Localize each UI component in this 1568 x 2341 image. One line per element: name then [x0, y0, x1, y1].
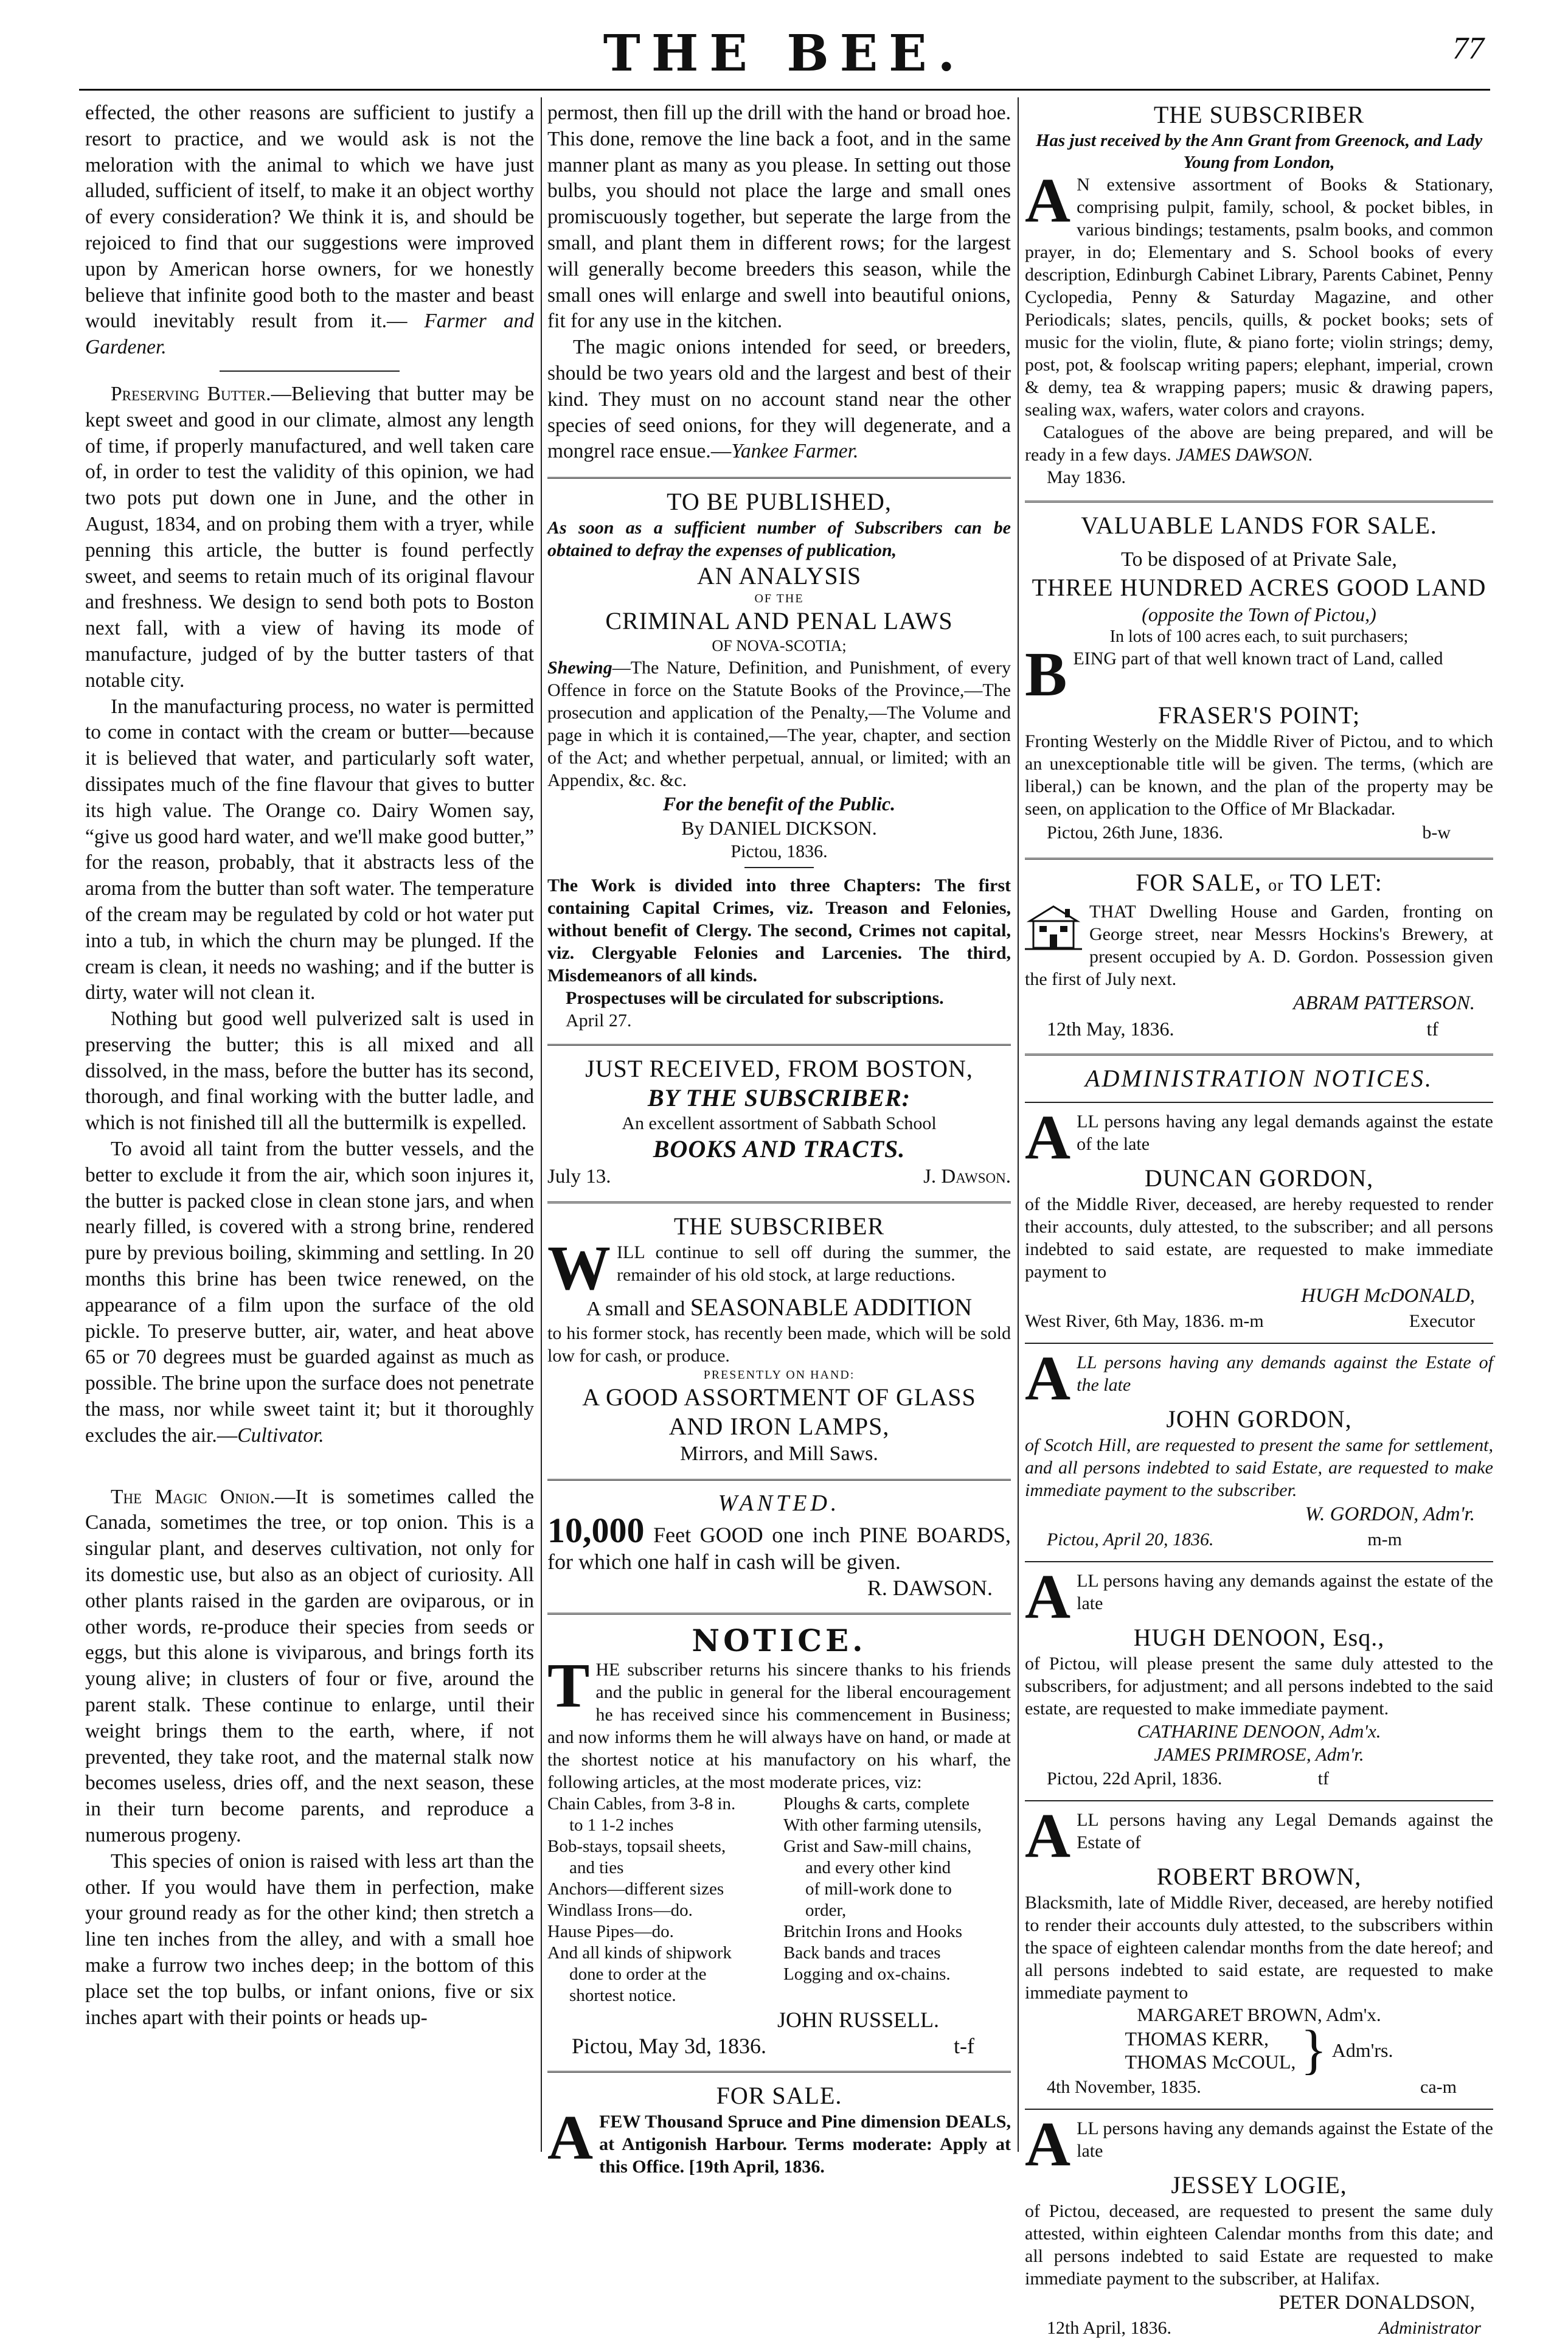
ad-body: of Pictou, will please present the same duly attested to the subscribers, for adjustment; and all persons indebted to the said estate, are requested to make immediate payment. — [1025, 1654, 1493, 1719]
article-list-item: Grist and Saw-mill chains, — [783, 1837, 972, 1857]
ad-body: EING part of that well known tract of Land, called — [1073, 649, 1443, 669]
butter-article-p2: In the manufacturing process, no water is permitted to come in contact with the cream or butter—because it is believed that water, and particularly soft water, dissipates much of the fine flavour that gives to butter its high value. The Orange co. Dairy Women say, “give us good hard water, and we'll make good butter,” for the reason, probably, that it abstracts less of the aroma from the butter than soft water. The temperature of the cream may be regulated by cold or hot water put into a tub, in which the churn may be plunged. If the cream is clean, it needs no washing; and if the butter is dirty, water will not clean it. — [85, 695, 534, 1004]
ad-small-caps: OF THE — [754, 592, 804, 606]
ad-text — [1025, 2109, 1493, 2179]
onion-text: The magic onions intended for seed, or breeders, should be two years old and the largest and best of their kind. They must on no account stand near the other species of seed onions, for they will degenerate, and a mongrel race ensue.— — [547, 336, 1011, 463]
ad-body: of Scotch Hill, are requested to present the same for settlement, and all persons indebted to said Estate, are requested to make immediate payment to the subscriber. — [1025, 1435, 1493, 1500]
notice-jessey-logie — [1025, 2109, 1493, 2341]
ad-title-part: FOR SALE, — [1136, 869, 1262, 896]
section-rule — [1025, 1800, 1493, 1801]
subscriber-ad — [547, 1212, 1011, 1467]
article-list-item: Logging and ox-chains. — [783, 1964, 951, 1984]
ad-footer — [1025, 1527, 1493, 1553]
ad-footer — [547, 1164, 1011, 1189]
wanted-quantity: 10,000 — [547, 1511, 645, 1551]
ad-text: To be disposed of at Private Sale, — [1121, 548, 1397, 571]
ad-subtitle: As soon as a sufficient number of Subscribers can be obtained to defray the expenses of publication, — [547, 518, 1011, 561]
ad-date: 12th May, 1836. — [1047, 1018, 1174, 1040]
to-be-published-ad — [547, 487, 1011, 1032]
section-rule — [547, 1202, 1011, 1203]
column-3 — [1025, 100, 1493, 2338]
ad-label: Shewing — [547, 658, 612, 678]
ad-body: of Pictou, deceased, are requested to present the same duly attested, within eighteen Calendar months from this date; and all persons indebted to said Estate are requested to make immediate payment to the subscriber, at Halifax. — [1025, 2201, 1493, 2289]
ad-body: LL persons having any demands against the estate of the late — [1077, 1571, 1493, 1613]
spacer — [85, 1449, 534, 1484]
ad-signature: CATHARINE DENOON, Adm'x. — [1137, 1720, 1381, 1742]
drop-cap: A — [1025, 1562, 1071, 1632]
ad-body: LL persons having any Legal Demands against the Estate of — [1077, 1810, 1493, 1852]
ad-date: April 27. — [566, 1010, 632, 1031]
ad-date: July 13. — [547, 1166, 611, 1188]
ad-date: Pictou, 26th June, 1836. — [1047, 823, 1223, 843]
article-list-item: Chain Cables, from 3-8 in. — [547, 1794, 736, 1814]
ad-code: ca-m — [1420, 2077, 1457, 2097]
section-rule — [1025, 1054, 1493, 1056]
deceased-name: JESSEY LOGIE, — [1171, 2171, 1347, 2199]
ad-signature: W. GORDON, Adm'r. — [1305, 1503, 1475, 1525]
article-continuation — [85, 100, 534, 361]
butter-heading: Preserving Butter. — [111, 382, 271, 405]
ad-title-part: TO LET: — [1289, 869, 1382, 896]
ad-code: tf — [1426, 1018, 1438, 1040]
page-number: 77 — [1452, 31, 1484, 66]
ad-signature: JAMES DAWSON. — [1176, 445, 1313, 465]
article-list-item: shortest notice. — [569, 1986, 676, 2006]
ad-code: m-m — [1367, 1529, 1402, 1550]
ad-footer — [1025, 1309, 1493, 1334]
ad-text — [547, 1233, 1011, 1304]
ad-footer — [547, 2033, 1011, 2059]
ad-text — [1025, 639, 1493, 709]
ad-signature: JAMES PRIMROSE, Adm'r. — [1154, 1744, 1364, 1765]
ad-body: HE subscriber returns his sincere thanks to his friends and the public in general for the liberal encouragement he has received since his commencement in Business; and now informs them he will always have on hand, or made at the shortest notice at his manufactory on his wharf, the following articles, at the most moderate prices, viz: — [547, 1660, 1011, 1793]
ad-signature: ABRAM PATTERSON. — [1293, 992, 1475, 1014]
drop-cap: B — [1025, 639, 1067, 709]
articles-list-right — [783, 1793, 1011, 2006]
onion-text: —It is sometimes called the Canada, sometimes the tree, or top onion. This is a singular plant, and deserves cultivation, not only for its domestic use, but also as an object of curiosity. All other plants raised in the garden are oviparous, or in other words, re-produce their species from seeds or eggs, but this alone is viviparous, and brings forth its young alive; in clusters of four or five, around the parent stalk. These continue to enlarge, until their weight brings them to the earth, where, if not prevented, they take root, and the maternal stalk now becomes useless, dries off, and the next season, these in their turn become parents, and reproduce a numerous progeny. — [85, 1485, 535, 1846]
deceased-name: DUNCAN GORDON, — [1144, 1164, 1374, 1192]
ad-text — [547, 2103, 1011, 2178]
ad-date: Pictou, April 20, 1836. — [1047, 1529, 1214, 1550]
ad-subheading: OF NOVA-SCOTIA; — [712, 637, 847, 655]
article-list-item: Hause Pipes—do. — [547, 1922, 674, 1942]
for-sale-ad — [547, 2081, 1011, 2178]
ad-footer — [1025, 2315, 1493, 2341]
article-list-item: order, — [805, 1901, 847, 1921]
ad-signature: THOMAS KERR, — [1125, 2028, 1269, 2050]
ad-title: THE SUBSCRIBER — [673, 1212, 885, 1240]
drop-cap: A — [547, 2103, 594, 2173]
column-2 — [547, 100, 1011, 2177]
ad-heading: BOOKS AND TRACTS. — [653, 1135, 906, 1163]
ad-date: 4th November, 1835. — [1047, 2077, 1201, 2097]
ad-signature: J. Dawson. — [923, 1166, 1011, 1188]
ad-body: of the Middle River, deceased, are hereby requested to render their accounts, duly attested, to the subscriber; and all persons indebted to said estate, are requested to make immediate payment to — [1025, 1194, 1493, 1282]
ad-role: Executor — [1409, 1311, 1475, 1331]
notice-robert-brown — [1025, 1801, 1493, 2100]
article-list-item: With other farming utensils, — [783, 1815, 982, 1835]
ad-footer — [1025, 1766, 1493, 1792]
ad-signature-list — [1125, 2027, 1296, 2073]
ad-title: WANTED. — [718, 1491, 841, 1517]
butter-article-p4 — [85, 1136, 534, 1449]
ad-description — [547, 656, 1011, 791]
ad-line — [547, 1295, 1011, 1322]
house-icon — [1025, 903, 1082, 951]
ad-heading: FRASER'S POINT; — [1157, 701, 1361, 729]
brace-glyph: } — [1300, 2020, 1327, 2080]
ad-description: The Work is divided into three Chapters: The first containing Capital Crimes, viz. Treason and Felonies, without benefit of Clergy. The second, Crimes not capital, viz. Clergyable Felonies and Larcenies. The third, Misdemeanors of all kinds. — [547, 875, 1011, 986]
ad-code: t-f — [954, 2034, 974, 2059]
article-source: Cultivator. — [237, 1424, 324, 1447]
ad-footer — [1025, 1016, 1493, 1042]
article-source: Farmer and Gardener. — [85, 310, 534, 359]
drop-cap: W — [547, 1233, 611, 1304]
section-rule — [1025, 1561, 1493, 1562]
ad-body: ILL continue to sell off during the summer, the remainder of his old stock, at large reductions. — [617, 1242, 1011, 1285]
article-list-item: Bob-stays, topsail sheets, — [547, 1837, 726, 1857]
notice-duncan-gordon — [1025, 1102, 1493, 1334]
article-divider — [220, 370, 399, 372]
ad-heading: THREE HUNDRED ACRES GOOD LAND — [1032, 574, 1486, 601]
ad-title — [1025, 868, 1493, 900]
ad-body: Feet GOOD one inch PINE BOARDS, for which one half in cash will be given. — [547, 1523, 1011, 1574]
article-list-item: of mill-work done to — [805, 1879, 952, 1899]
section-rule — [1025, 1343, 1493, 1344]
ad-text — [1025, 1562, 1493, 1632]
ad-note — [1025, 421, 1493, 466]
ad-body: N extensive assortment of Books & Stationary, comprising pulpit, family, school, & pocket bibles, in various bindings; testaments, psalm books, and common prayer, in do; Elementary and S. School books of every description, Edinburgh Cabinet Library, Parents Cabinet, Penny Cyclopedia, Penny & Saturday Magazine, and other Periodicals; slates, pencils, quills, & pocket books; sets of music for the violin, flute, & piano forte; violin strings; demy, post, pot, & foolscap writing papers; elephant, imperial, crown & demy, tea & wrapping papers; music & drawing papers, sealing wax, wafers, water colors and crayons. — [1025, 175, 1493, 420]
ad-divider — [744, 867, 814, 868]
ad-text — [1025, 1102, 1493, 1172]
ad-signature: JOHN RUSSELL. — [777, 2008, 940, 2033]
ad-signature: THOMAS McCOUL, — [1125, 2051, 1296, 2073]
ad-date: 12th April, 1836. — [1047, 2318, 1172, 2338]
ad-date: West River, 6th May, 1836. m-m — [1025, 1311, 1264, 1331]
section-rule — [547, 2071, 1011, 2073]
section-rule — [547, 1044, 1011, 1046]
onion-continuation-2 — [547, 335, 1011, 465]
ad-text — [1025, 1343, 1493, 1413]
ad-body: LL persons having any demands against the Estate of the late — [1077, 2118, 1493, 2161]
ad-signature: R. DAWSON. — [867, 1576, 993, 1601]
article-list-item: Back bands and traces — [783, 1943, 941, 1963]
ad-small-caps: PRESENTLY ON HAND: — [703, 1368, 855, 1382]
ad-body: Catalogues of the above are being prepared, and will be ready in a few days. — [1025, 422, 1493, 465]
ad-text: In lots of 100 acres each, to suit purchasers; — [1109, 627, 1409, 646]
deceased-name: HUGH DENOON, Esq., — [1133, 1624, 1385, 1651]
admin-notices-title: ADMINISTRATION NOTICES. — [1085, 1065, 1433, 1092]
drop-cap: A — [1025, 165, 1071, 235]
header-rule — [79, 89, 1490, 91]
ad-text: A small and — [586, 1298, 685, 1321]
ad-footer — [1025, 2075, 1493, 2100]
ad-signatures-group — [1025, 2020, 1493, 2080]
ad-signature: PETER DONALDSON, — [1278, 2292, 1475, 2314]
butter-text: —Believing that butter may be kept sweet and good in our climate, almost any length of time, if properly manufactured, and well taken care of, in order to test the validity of this opinion, we had two pots put down one in June, and the other in August, 1834, and on probing them with a tryer, while penning this article, the butter is found perfectly sweet, and seems to retain much of its original flavour and freshness. We design to send both pots to Boston next fall, with a view of having its mode of manufacture, judged of by the butter tasters of that notable city. — [85, 382, 534, 692]
ad-text: An excellent assortment of Sabbath School — [622, 1113, 937, 1134]
ad-date: May 1836. — [1047, 467, 1126, 487]
drop-cap: T — [547, 1651, 590, 1721]
onion-article-p1 — [85, 1484, 534, 1849]
ad-body: FEW Thousand Spruce and Pine dimension DEALS, at Antigonish Harbour. Terms moderate: Apply at this Office. — [599, 2112, 1011, 2177]
butter-article-p3: Nothing but good well pulverized salt is used in preserving the butter; this is all mixed and all dissolved, in the mass, before the butter has its second, thorough, and final working with the butter ladle, and which is not finished till all the buttermilk is expelled. — [85, 1007, 534, 1135]
wanted-ad — [547, 1489, 1011, 1601]
notice-hugh-denoon — [1025, 1562, 1493, 1792]
ad-heading: A GOOD ASSORTMENT OF GLASS — [582, 1383, 976, 1411]
deceased-name: JOHN GORDON, — [1166, 1405, 1352, 1433]
section-rule — [1025, 2109, 1493, 2110]
article-list-item: Britchin Irons and Hooks — [783, 1922, 962, 1942]
butter-text: To avoid all taint from the butter vessels, and the better to exclude it from the air, which soon injures it, the butter is packed close in clean stone jars, and when nearly filled, is covered with a strong brine, rendered pure by previous boiling, skimming and settling. In 20 months this brine has been twice renewed, on the appearance of a film upon the surface of the old pickle. To preserve butter, air, water, and heat above 65 or 70 degrees must be guarded against as much as possible. The brine upon the surface does not penetrate the mass, nor while sweet taint it; but it thoroughly excludes the air.— — [85, 1138, 534, 1447]
ad-heading: AND IRON LAMPS, — [668, 1413, 890, 1441]
article-list-item: done to order at the — [569, 1964, 707, 1984]
boston-ad — [547, 1054, 1011, 1189]
section-rule — [1025, 858, 1493, 860]
ad-code: tf — [1317, 1769, 1329, 1789]
article-list-item: Windlass Irons—do. — [547, 1901, 693, 1921]
section-rule — [547, 477, 1011, 479]
section-rule — [1025, 1102, 1493, 1103]
newspaper-title: THE BEE. — [603, 24, 966, 83]
ad-title: VALUABLE LANDS FOR SALE. — [1081, 512, 1437, 539]
ad-note: Prospectuses will be circulated for subscriptions. — [566, 988, 944, 1009]
ad-title: JUST RECEIVED, FROM BOSTON, — [585, 1055, 973, 1083]
deceased-name: ROBERT BROWN, — [1156, 1863, 1362, 1890]
ad-heading: SEASONABLE ADDITION — [690, 1293, 973, 1321]
ad-text: —The Nature, Definition, and Punishment, of every Offence in force on the Statute Books of the Province,—The prosecution and application of the Penalty,—The Volume and page in which it is contained,—The year, chapter, and section of the Act; and whether perpetual, annual, or limited; with an Appendix, &c. &c. — [547, 658, 1011, 791]
ad-signature: HUGH McDONALD, — [1301, 1285, 1475, 1307]
ad-text: Mirrors, and Mill Saws. — [680, 1442, 878, 1466]
ad-author: By DANIEL DICKSON. — [681, 817, 877, 840]
to-let-ad — [1025, 868, 1493, 1042]
article-list-item: Ploughs & carts, complete — [783, 1794, 970, 1814]
ad-text: (opposite the Town of Pictou,) — [1142, 604, 1376, 625]
ad-title: NOTICE. — [692, 1623, 867, 1659]
drop-cap: A — [1025, 1801, 1071, 1871]
drop-cap: A — [1025, 1102, 1071, 1172]
section-rule — [1025, 501, 1493, 503]
drop-cap: A — [1025, 2109, 1071, 2179]
ad-role: Administrator — [1378, 2318, 1481, 2338]
article-list-item: and every other kind — [805, 1858, 951, 1878]
notice-ad — [547, 1623, 1011, 2059]
drop-cap: A — [1025, 1343, 1071, 1413]
article-text: effected, the other reasons are sufficient to justify a resort to practice, and we would ask is not the meloration with the animal to which we have just alluded, sufficient of itself, to make it an object worthy of every consideration? We think it is, and should be rejoiced to find that our suggestions were improved upon by American horse owners, for we honestly believe that infinite good both to the master and beast would inevitably result from it.— — [85, 102, 534, 333]
ad-heading: CRIMINAL AND PENAL LAWS — [605, 607, 953, 635]
ad-text — [1025, 165, 1493, 421]
ad-role: Adm'rs. — [1331, 2039, 1393, 2061]
article-list-item: and ties — [569, 1858, 624, 1878]
articles-list — [547, 1793, 1011, 2006]
ad-title-part: or — [1268, 876, 1284, 895]
onion-continuation: permost, then fill up the drill with the hand or broad hoe. This done, remove the line back a foot, and in the same manner plant as many as you please. In setting out those bulbs, you should not place the large and small ones promiscuously together, but seperate the large from the small, and plant them in different rows; for the largest will generally become breeders this season, while the small ones will enlarge and swell into beautiful onions, fit for any use in the kitchen. — [547, 102, 1011, 333]
ad-title: THE SUBSCRIBER — [1153, 101, 1365, 128]
ad-signature: MARGARET BROWN, Adm'x. — [1137, 2004, 1381, 2025]
column-divider-1 — [541, 97, 542, 2152]
section-rule — [547, 1613, 1011, 1615]
articles-list-left — [547, 1793, 775, 2006]
ad-subtitle: BY THE SUBSCRIBER: — [647, 1084, 911, 1112]
ad-date: [19th April, 1836. — [689, 2157, 825, 2177]
ad-body: LL persons having any legal demands against the estate of the late — [1077, 1111, 1493, 1154]
article-list-item: Anchors—different sizes — [547, 1879, 724, 1899]
ad-heading: AN ANALYSIS — [696, 562, 862, 590]
ad-text — [547, 1651, 1011, 1793]
ad-body: Blacksmith, late of Middle River, deceased, are hereby notified to render their accounts duly attested, to the subscribers within the space of eighteen calendar months from the date hereof; and all persons indebted to said estate, are requested to make immediate payment to — [1025, 1893, 1493, 2003]
ad-code: b-w — [1422, 823, 1451, 843]
ad-date: Pictou, May 3d, 1836. — [572, 2034, 766, 2059]
ad-body: THAT Dwelling House and Garden, fronting on George street, near Messrs Hockins's Brewery, at present occupied by A. D. Gordon. Possession given the first of July next. — [1025, 902, 1493, 989]
lands-ad — [1025, 511, 1493, 846]
onion-heading: The Magic Onion. — [111, 1485, 275, 1508]
onion-article-p2: This species of onion is raised with less art than the other. If you would have them in perfection, make your ground ready as for the other kind; then stretch a line ten inches from the alley, and with a small hoe make a furrow two inches deep; in the bottom of this place set the top bulbs, or infant onions, five or six inches apart with their points or heads up- — [85, 1849, 534, 2029]
article-list-item: to 1 1-2 inches — [569, 1815, 674, 1835]
article-list-item: And all kinds of shipwork — [547, 1943, 732, 1963]
column-divider-2 — [1018, 97, 1019, 2152]
ad-text — [547, 1511, 1011, 1575]
ad-text — [1025, 1801, 1493, 1871]
section-rule — [547, 1479, 1011, 1481]
notice-john-gordon — [1025, 1343, 1493, 1553]
ad-title: FOR SALE. — [716, 2082, 842, 2110]
masthead — [73, 24, 1496, 91]
ad-footer — [1025, 820, 1493, 846]
ad-subtitle: Has just received by the Ann Grant from Greenock, and Lady Young from London, — [1035, 131, 1483, 172]
ad-date: Pictou, 22d April, 1836. — [1047, 1769, 1223, 1789]
ad-body: Fronting Westerly on the Middle River of Pictou, and to which an unexceptionable title will be given. The terms, (which are liberal,) can be known, and the plan of the property may be seen, on application to the Office of Mr Blackadar. — [1025, 731, 1493, 819]
ad-body: to his former stock, has recently been made, which will be sold low for cash, or produce. — [547, 1323, 1011, 1366]
column-1 — [85, 100, 534, 2158]
bookseller-ad — [1025, 100, 1493, 489]
butter-article-p1 — [85, 381, 534, 694]
ad-place: Pictou, 1836. — [730, 841, 828, 862]
ad-body: LL persons having any demands against the Estate of the late — [1077, 1352, 1493, 1395]
ad-title: TO BE PUBLISHED, — [667, 488, 892, 516]
article-source: Yankee Farmer. — [731, 440, 859, 463]
ad-benefit: For the benefit of the Public. — [662, 793, 896, 815]
